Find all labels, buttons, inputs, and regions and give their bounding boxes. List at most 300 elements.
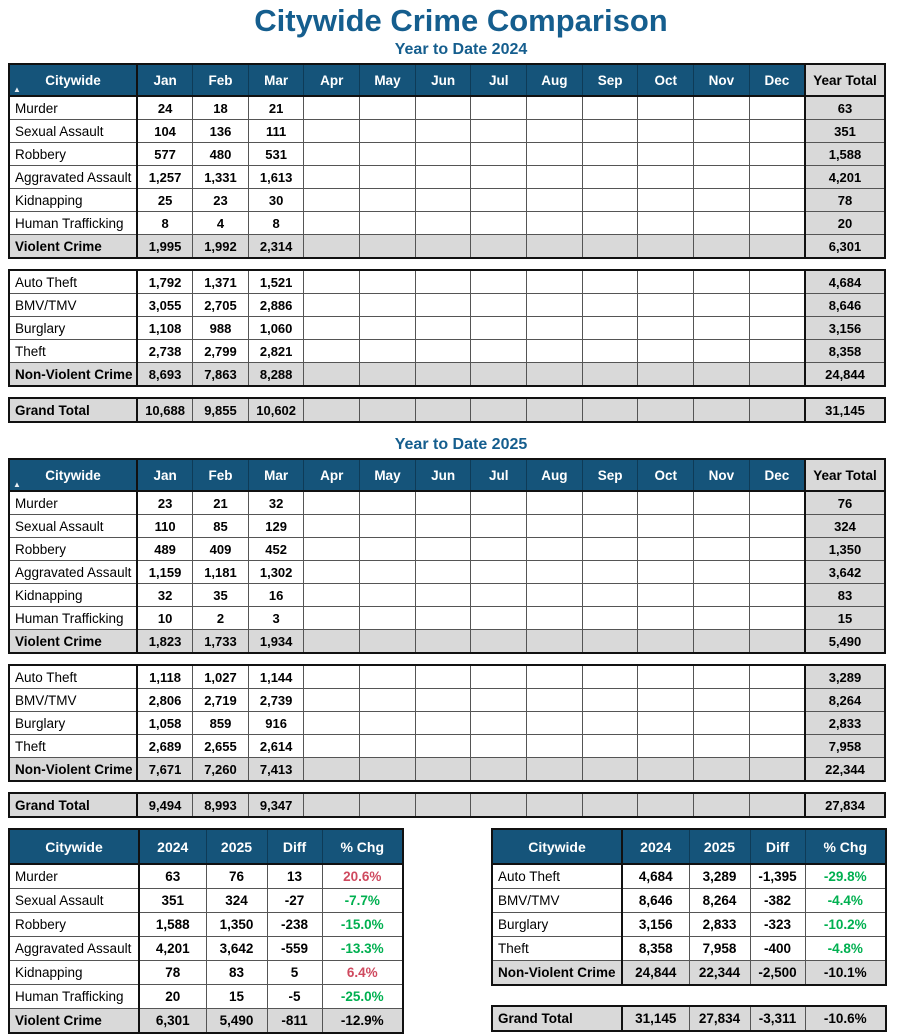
value-cell: -559 xyxy=(267,937,322,961)
month-value-cell xyxy=(638,235,694,259)
value-cell: 3,156 xyxy=(622,913,689,937)
column-header: Sep xyxy=(582,64,638,96)
month-value-cell xyxy=(304,270,360,294)
month-value-cell: 2,806 xyxy=(137,689,193,712)
crime-label-cell: Sexual Assault xyxy=(9,120,137,143)
month-value-cell: 8,693 xyxy=(137,363,193,387)
month-value-cell xyxy=(694,630,750,654)
year-total-cell: 4,684 xyxy=(805,270,885,294)
month-value-cell xyxy=(694,515,750,538)
month-value-cell xyxy=(582,665,638,689)
month-value-cell xyxy=(471,189,527,212)
month-value-cell: 1,257 xyxy=(137,166,193,189)
month-value-cell xyxy=(360,340,416,363)
month-value-cell xyxy=(360,270,416,294)
month-value-cell: 10,688 xyxy=(137,398,193,422)
month-value-cell xyxy=(415,491,471,515)
month-value-cell xyxy=(471,793,527,817)
month-value-cell xyxy=(749,235,805,259)
table-row xyxy=(9,270,885,294)
month-value-cell xyxy=(471,166,527,189)
month-value-cell xyxy=(415,398,471,422)
month-value-cell: 1,823 xyxy=(137,630,193,654)
month-value-cell xyxy=(471,398,527,422)
month-value-cell: 577 xyxy=(137,143,193,166)
month-value-cell xyxy=(694,235,750,259)
table-row xyxy=(9,889,403,913)
month-value-cell: 2,799 xyxy=(193,340,249,363)
column-header: Diff xyxy=(267,829,322,864)
column-header: Oct xyxy=(638,64,694,96)
value-cell: 78 xyxy=(139,961,206,985)
month-value-cell xyxy=(415,758,471,782)
column-header: Nov xyxy=(694,64,750,96)
month-value-cell xyxy=(360,793,416,817)
month-value-cell xyxy=(304,491,360,515)
month-value-cell xyxy=(471,340,527,363)
month-value-cell xyxy=(360,143,416,166)
month-value-cell xyxy=(582,189,638,212)
monthly-crime-table xyxy=(8,63,886,259)
year-total-cell: 3,289 xyxy=(805,665,885,689)
month-value-cell xyxy=(582,270,638,294)
column-header: Nov xyxy=(694,459,750,491)
month-value-cell: 1,934 xyxy=(248,630,304,654)
pct-change-cell: -12.9% xyxy=(322,1009,403,1034)
month-value-cell: 32 xyxy=(137,584,193,607)
month-value-cell: 1,302 xyxy=(248,561,304,584)
month-value-cell xyxy=(415,584,471,607)
month-value-cell xyxy=(360,561,416,584)
month-value-cell xyxy=(304,607,360,630)
month-value-cell xyxy=(749,689,805,712)
pct-change-cell: -10.1% xyxy=(805,961,886,986)
crime-label-cell: Murder xyxy=(9,96,137,120)
year-total-cell: 8,264 xyxy=(805,689,885,712)
crime-label-cell: BMV/TMV xyxy=(9,294,137,317)
value-cell: -2,500 xyxy=(750,961,805,986)
crime-label-cell: Auto Theft xyxy=(9,665,137,689)
month-value-cell xyxy=(582,515,638,538)
month-value-cell: 2,314 xyxy=(248,235,304,259)
sort-ascending-icon[interactable]: ▲ xyxy=(13,85,21,94)
month-value-cell xyxy=(638,584,694,607)
month-value-cell xyxy=(471,96,527,120)
month-value-cell xyxy=(360,96,416,120)
crime-label-cell: Violent Crime xyxy=(9,1009,139,1034)
month-value-cell xyxy=(304,235,360,259)
month-value-cell: 3 xyxy=(248,607,304,630)
table-row xyxy=(9,561,885,584)
year-total-cell: 351 xyxy=(805,120,885,143)
month-value-cell xyxy=(749,538,805,561)
month-value-cell xyxy=(749,166,805,189)
month-value-cell xyxy=(471,735,527,758)
header-row xyxy=(9,64,885,96)
comparison-table xyxy=(491,1005,887,1032)
month-value-cell xyxy=(304,758,360,782)
month-value-cell xyxy=(360,166,416,189)
value-cell: 3,642 xyxy=(206,937,267,961)
month-value-cell xyxy=(304,735,360,758)
crime-label-cell: Sexual Assault xyxy=(9,515,137,538)
month-value-cell xyxy=(749,270,805,294)
month-value-cell: 1,992 xyxy=(193,235,249,259)
table-row xyxy=(9,961,403,985)
month-value-cell xyxy=(749,143,805,166)
year-total-cell: 22,344 xyxy=(805,758,885,782)
year-total-cell: 3,156 xyxy=(805,317,885,340)
column-header: Diff xyxy=(750,829,805,864)
month-value-cell xyxy=(360,758,416,782)
month-value-cell xyxy=(360,120,416,143)
month-value-cell xyxy=(582,143,638,166)
column-header: Aug xyxy=(527,64,583,96)
page-title: Citywide Crime Comparison xyxy=(254,3,668,38)
table-row xyxy=(9,758,885,782)
table-row xyxy=(9,538,885,561)
month-value-cell xyxy=(582,166,638,189)
year-total-cell: 27,834 xyxy=(805,793,885,817)
value-cell: 4,201 xyxy=(139,937,206,961)
month-value-cell xyxy=(694,793,750,817)
crime-label-cell: Kidnapping xyxy=(9,961,139,985)
column-header: Year Total xyxy=(805,64,885,96)
month-value-cell xyxy=(694,96,750,120)
table-row xyxy=(9,235,885,259)
column-header: Sep xyxy=(582,459,638,491)
month-value-cell xyxy=(694,584,750,607)
month-value-cell xyxy=(304,515,360,538)
value-cell: 8,358 xyxy=(622,937,689,961)
crime-label-cell: Auto Theft xyxy=(492,864,622,889)
crime-label-cell: Burglary xyxy=(9,712,137,735)
month-value-cell xyxy=(527,735,583,758)
month-value-cell xyxy=(527,491,583,515)
column-header: Dec xyxy=(749,64,805,96)
month-value-cell xyxy=(415,538,471,561)
month-value-cell: 859 xyxy=(193,712,249,735)
month-value-cell: 23 xyxy=(137,491,193,515)
month-value-cell xyxy=(471,294,527,317)
table-row xyxy=(9,120,885,143)
month-value-cell xyxy=(694,270,750,294)
table-row xyxy=(9,712,885,735)
month-value-cell: 24 xyxy=(137,96,193,120)
value-cell: 31,145 xyxy=(622,1006,689,1031)
month-value-cell xyxy=(304,294,360,317)
month-value-cell: 1,181 xyxy=(193,561,249,584)
month-value-cell: 3,055 xyxy=(137,294,193,317)
table-row xyxy=(9,607,885,630)
citywide-column-header[interactable] xyxy=(9,459,137,491)
month-value-cell: 7,260 xyxy=(193,758,249,782)
month-value-cell xyxy=(527,758,583,782)
value-cell: 13 xyxy=(267,864,322,889)
month-value-cell xyxy=(582,317,638,340)
table-row xyxy=(9,491,885,515)
value-cell: -27 xyxy=(267,889,322,913)
month-value-cell xyxy=(749,793,805,817)
pct-change-cell: -10.2% xyxy=(805,913,886,937)
value-cell: -400 xyxy=(750,937,805,961)
month-value-cell xyxy=(527,189,583,212)
month-value-cell xyxy=(638,793,694,817)
month-value-cell xyxy=(582,607,638,630)
month-value-cell xyxy=(471,317,527,340)
value-cell: 76 xyxy=(206,864,267,889)
month-value-cell xyxy=(582,712,638,735)
month-value-cell xyxy=(638,515,694,538)
column-header: Jan xyxy=(137,64,193,96)
month-value-cell: 8 xyxy=(137,212,193,235)
crime-label-cell: Grand Total xyxy=(9,398,137,422)
month-value-cell xyxy=(471,665,527,689)
month-value-cell xyxy=(471,515,527,538)
table-row xyxy=(9,937,403,961)
month-value-cell: 1,613 xyxy=(248,166,304,189)
month-value-cell xyxy=(749,584,805,607)
month-value-cell xyxy=(360,294,416,317)
month-value-cell xyxy=(527,538,583,561)
month-value-cell xyxy=(304,630,360,654)
month-value-cell: 2,655 xyxy=(193,735,249,758)
month-value-cell xyxy=(415,340,471,363)
month-value-cell xyxy=(304,665,360,689)
year-total-cell: 8,358 xyxy=(805,340,885,363)
sort-ascending-icon[interactable]: ▲ xyxy=(13,480,21,489)
month-value-cell: 8,993 xyxy=(193,793,249,817)
month-value-cell xyxy=(527,630,583,654)
comparison-table xyxy=(8,828,404,1034)
column-header: % Chg xyxy=(322,829,403,864)
value-cell: -811 xyxy=(267,1009,322,1034)
month-value-cell xyxy=(582,538,638,561)
table-row xyxy=(492,864,886,889)
column-header: May xyxy=(360,64,416,96)
crime-label-cell: Aggravated Assault xyxy=(9,937,139,961)
month-value-cell xyxy=(582,120,638,143)
month-value-cell xyxy=(749,561,805,584)
month-value-cell: 1,118 xyxy=(137,665,193,689)
month-value-cell xyxy=(694,665,750,689)
crime-label-cell: Theft xyxy=(492,937,622,961)
month-value-cell: 104 xyxy=(137,120,193,143)
value-cell: 8,264 xyxy=(689,889,750,913)
value-cell: 5,490 xyxy=(206,1009,267,1034)
month-value-cell xyxy=(749,630,805,654)
month-value-cell xyxy=(694,189,750,212)
month-value-cell: 1,058 xyxy=(137,712,193,735)
month-value-cell: 8 xyxy=(248,212,304,235)
crime-label-cell: Robbery xyxy=(9,538,137,561)
month-value-cell xyxy=(638,340,694,363)
crime-label-cell: Violent Crime xyxy=(9,235,137,259)
month-value-cell xyxy=(749,363,805,387)
column-header: Feb xyxy=(193,64,249,96)
month-value-cell xyxy=(360,363,416,387)
crime-label-cell: Human Trafficking xyxy=(9,985,139,1009)
value-cell: 7,958 xyxy=(689,937,750,961)
month-value-cell xyxy=(415,793,471,817)
pct-change-cell: -4.8% xyxy=(805,937,886,961)
crime-label-cell: Grand Total xyxy=(9,793,137,817)
month-value-cell: 9,494 xyxy=(137,793,193,817)
month-value-cell xyxy=(694,294,750,317)
crime-label-cell: BMV/TMV xyxy=(9,689,137,712)
month-value-cell xyxy=(304,120,360,143)
month-value-cell: 8,288 xyxy=(248,363,304,387)
month-value-cell xyxy=(360,607,416,630)
month-value-cell xyxy=(527,212,583,235)
value-cell: 1,588 xyxy=(139,913,206,937)
pct-change-cell: -25.0% xyxy=(322,985,403,1009)
value-cell: 83 xyxy=(206,961,267,985)
month-value-cell xyxy=(638,363,694,387)
value-cell: 4,684 xyxy=(622,864,689,889)
month-value-cell: 452 xyxy=(248,538,304,561)
month-value-cell: 85 xyxy=(193,515,249,538)
column-header: Citywide xyxy=(9,829,139,864)
table-row xyxy=(492,1006,886,1031)
month-value-cell xyxy=(304,689,360,712)
column-header: Jun xyxy=(415,459,471,491)
column-header: % Chg xyxy=(805,829,886,864)
month-value-cell xyxy=(694,120,750,143)
month-value-cell xyxy=(638,189,694,212)
month-value-cell: 2,738 xyxy=(137,340,193,363)
pct-change-cell: -29.8% xyxy=(805,864,886,889)
month-value-cell xyxy=(360,398,416,422)
pct-change-cell: 6.4% xyxy=(322,961,403,985)
year-total-cell: 78 xyxy=(805,189,885,212)
value-cell: 3,289 xyxy=(689,864,750,889)
monthly-crime-table xyxy=(8,458,886,654)
pct-change-cell: -10.6% xyxy=(805,1006,886,1031)
year-total-cell: 31,145 xyxy=(805,398,885,422)
column-header: Apr xyxy=(304,459,360,491)
value-cell: 2,833 xyxy=(689,913,750,937)
month-value-cell xyxy=(638,561,694,584)
month-value-cell xyxy=(638,607,694,630)
month-value-cell xyxy=(360,189,416,212)
crime-label-cell: Human Trafficking xyxy=(9,212,137,235)
value-cell: -5 xyxy=(267,985,322,1009)
monthly-crime-table xyxy=(8,269,886,387)
month-value-cell xyxy=(582,96,638,120)
month-value-cell xyxy=(582,340,638,363)
value-cell: 351 xyxy=(139,889,206,913)
year-to-date-tables xyxy=(0,40,922,818)
month-value-cell xyxy=(527,143,583,166)
month-value-cell xyxy=(527,270,583,294)
value-cell: -323 xyxy=(750,913,805,937)
month-value-cell xyxy=(527,561,583,584)
month-value-cell xyxy=(638,735,694,758)
crime-label-cell: Burglary xyxy=(9,317,137,340)
citywide-column-header[interactable] xyxy=(9,64,137,96)
pct-change-cell: 20.6% xyxy=(322,864,403,889)
month-value-cell xyxy=(527,294,583,317)
table-row xyxy=(9,630,885,654)
month-value-cell xyxy=(638,143,694,166)
table-row xyxy=(9,584,885,607)
month-value-cell xyxy=(527,363,583,387)
month-value-cell xyxy=(360,712,416,735)
month-value-cell xyxy=(527,120,583,143)
month-value-cell xyxy=(471,758,527,782)
year-total-cell: 83 xyxy=(805,584,885,607)
month-value-cell xyxy=(582,584,638,607)
crime-label-cell: Murder xyxy=(9,864,139,889)
value-cell: 20 xyxy=(139,985,206,1009)
month-value-cell xyxy=(638,294,694,317)
month-value-cell xyxy=(749,607,805,630)
month-value-cell xyxy=(415,561,471,584)
month-value-cell xyxy=(694,491,750,515)
month-value-cell xyxy=(638,665,694,689)
monthly-crime-table xyxy=(8,397,886,423)
month-value-cell xyxy=(749,735,805,758)
month-value-cell xyxy=(694,143,750,166)
month-value-cell xyxy=(415,317,471,340)
month-value-cell xyxy=(471,235,527,259)
column-header: 2025 xyxy=(689,829,750,864)
monthly-crime-table xyxy=(8,792,886,818)
column-header: Citywide xyxy=(492,829,622,864)
month-value-cell xyxy=(304,793,360,817)
month-value-cell xyxy=(694,317,750,340)
month-value-cell xyxy=(638,317,694,340)
year-total-cell: 1,350 xyxy=(805,538,885,561)
month-value-cell xyxy=(749,120,805,143)
month-value-cell xyxy=(471,363,527,387)
table-row xyxy=(492,961,886,986)
table-row xyxy=(9,189,885,212)
month-value-cell xyxy=(582,758,638,782)
month-value-cell xyxy=(749,294,805,317)
month-value-cell: 1,060 xyxy=(248,317,304,340)
column-header: 2025 xyxy=(206,829,267,864)
year-total-cell: 8,646 xyxy=(805,294,885,317)
month-value-cell xyxy=(638,491,694,515)
value-cell: 15 xyxy=(206,985,267,1009)
month-value-cell: 2,705 xyxy=(193,294,249,317)
table-row xyxy=(9,143,885,166)
month-value-cell: 136 xyxy=(193,120,249,143)
pct-change-cell: -15.0% xyxy=(322,913,403,937)
month-value-cell xyxy=(527,235,583,259)
month-value-cell xyxy=(527,584,583,607)
month-value-cell xyxy=(471,538,527,561)
crime-label-cell: Kidnapping xyxy=(9,584,137,607)
year-total-cell: 15 xyxy=(805,607,885,630)
month-value-cell xyxy=(694,398,750,422)
month-value-cell: 2,821 xyxy=(248,340,304,363)
month-value-cell xyxy=(694,538,750,561)
month-value-cell: 7,863 xyxy=(193,363,249,387)
year-total-cell: 20 xyxy=(805,212,885,235)
month-value-cell xyxy=(360,630,416,654)
value-cell: -3,311 xyxy=(750,1006,805,1031)
month-value-cell xyxy=(638,538,694,561)
crime-label-cell: Non-Violent Crime xyxy=(492,961,622,986)
column-header-label: Citywide xyxy=(45,467,101,483)
nonviolent-crime-comparison xyxy=(491,828,887,1032)
month-value-cell: 2,886 xyxy=(248,294,304,317)
month-value-cell xyxy=(694,758,750,782)
month-value-cell xyxy=(415,189,471,212)
